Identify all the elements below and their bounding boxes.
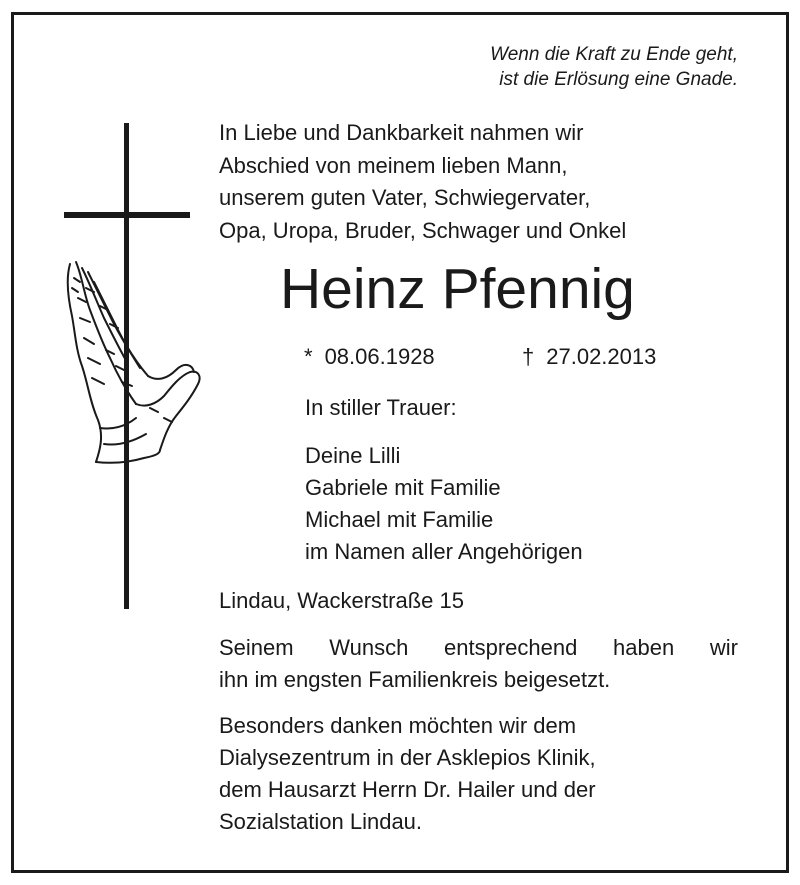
mourning-heading: In stiller Trauer: [305, 395, 457, 420]
birth-date: 08.06.1928 [324, 344, 435, 369]
intro-line: Opa, Uropa, Bruder, Schwager und Onkel [219, 217, 627, 243]
mourner-name: Deine Lilli [305, 443, 401, 468]
thanks-line: Dialysezentrum in der Asklepios Klinik, [219, 745, 596, 770]
thanks-line: Besonders danken möchten wir dem [219, 713, 577, 738]
intro-line: Abschied von meinem lieben Mann, [219, 152, 568, 178]
mourner-name: Michael mit Familie [305, 507, 494, 532]
intro-line: unserem guten Vater, Schwiegervater, [219, 185, 591, 210]
motto-line: ist die Erlösung eine Gnade. [499, 69, 738, 90]
burial-note-line: Seinem Wunsch entsprechend haben wir [219, 635, 738, 660]
thanks-paragraph [219, 710, 596, 838]
mourners-list [305, 440, 583, 568]
deceased-name: Heinz Pfennig [280, 257, 635, 321]
birth-date-block [304, 342, 435, 372]
birth-symbol: * [304, 344, 313, 369]
praying-hands-icon [60, 258, 202, 468]
address: Lindau, Wackerstraße 15 [219, 588, 464, 613]
motto-line: Wenn die Kraft zu Ende geht, [490, 44, 738, 65]
mourner-name: im Namen aller Angehörigen [305, 539, 583, 564]
burial-note [219, 632, 738, 696]
death-date-block [522, 342, 656, 372]
cross-bar [64, 212, 190, 218]
intro-line: In Liebe und Dankbarkeit nahmen wir [219, 120, 584, 145]
mourner-name: Gabriele mit Familie [305, 475, 501, 500]
death-date: 27.02.2013 [546, 344, 657, 369]
intro-text [219, 117, 626, 247]
dagger-icon: † [522, 344, 535, 369]
thanks-line: Sozialstation Lindau. [219, 809, 423, 834]
thanks-line: dem Hausarzt Herrn Dr. Hailer und der [219, 777, 596, 802]
motto-quote [490, 42, 738, 92]
burial-note-line: ihn im engsten Familienkreis beigesetzt. [219, 667, 611, 692]
